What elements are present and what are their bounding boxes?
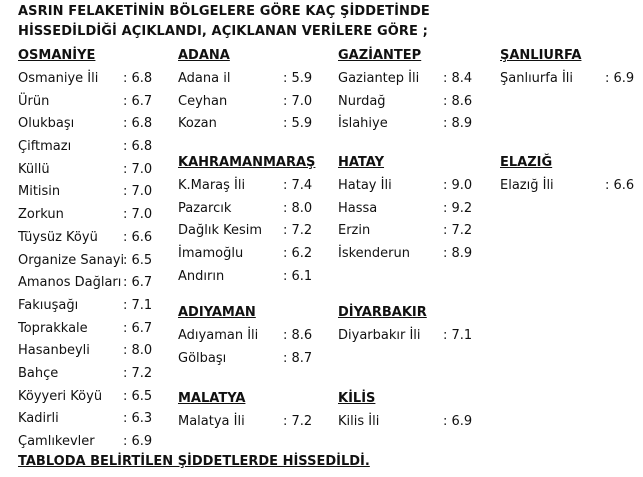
intensity-row: [178, 411, 323, 434]
intensity-value: : 6.3: [123, 411, 153, 427]
intensity-value: : 6.5: [123, 252, 153, 268]
intensity-value: : 6.6: [123, 229, 153, 245]
region-block-osmaniye: [18, 46, 163, 454]
place-name: Mitisin: [18, 184, 61, 200]
intensity-row: [18, 159, 163, 182]
place-name: Amanos Dağları: [18, 275, 122, 291]
place-name: Tüysüz Köyü: [18, 229, 98, 245]
intensity-row: [18, 272, 163, 295]
page-title: [18, 2, 458, 42]
title-line-2: HİSSEDİLDİĞİ AÇIKLANDI, AÇIKLANAN VERİLERE GÖRE ;: [18, 24, 428, 39]
intensity-value: : 6.1: [283, 268, 313, 284]
intensity-value: : 6.8: [123, 116, 153, 132]
intensity-row: [18, 227, 163, 250]
intensity-value: : 7.2: [283, 414, 313, 429]
intensity-value: : 7.0: [123, 184, 153, 200]
intensity-value: : 8.4: [443, 71, 473, 86]
intensity-row: [178, 91, 323, 114]
intensity-value: : 6.6: [605, 178, 635, 193]
intensity-row: [18, 318, 163, 341]
place-name: Pazarcık: [178, 200, 232, 216]
region-heading: HATAY: [338, 155, 385, 170]
intensity-value: : 7.0: [123, 207, 153, 223]
place-name: Elazığ İli: [500, 178, 554, 193]
place-name: Nurdağ: [338, 93, 386, 109]
place-name: Zorkun: [18, 207, 64, 223]
intensity-row: [338, 91, 483, 114]
intensity-value: : 5.9: [283, 116, 313, 132]
place-name: Hatay İli: [338, 178, 392, 193]
intensity-row: [338, 243, 483, 266]
intensity-value: : 5.9: [283, 71, 313, 86]
place-name: Kadirli: [18, 411, 59, 427]
footer-note: TABLODA BELİRTİLEN ŞİDDETLERDE HİSSEDİLDİ.: [18, 454, 370, 469]
intensity-row: [18, 181, 163, 204]
place-name: İslahiye: [338, 116, 388, 132]
intensity-value: : 7.0: [123, 161, 153, 177]
place-name: Ceyhan: [178, 93, 228, 109]
intensity-row: [18, 408, 163, 431]
intensity-row: [18, 136, 163, 159]
region-block-elazig: [500, 153, 643, 198]
place-name: Adıyaman İli: [178, 328, 259, 343]
intensity-row: [338, 325, 483, 348]
intensity-value: : 6.9: [443, 414, 473, 429]
intensity-value: : 8.9: [443, 116, 473, 132]
region-heading: MALATYA: [178, 391, 246, 406]
place-name: Ürün: [18, 93, 50, 109]
region-block-diyarbakir: [338, 303, 483, 348]
intensity-value: : 7.4: [283, 178, 313, 193]
place-name: Organize Sanayi: [18, 252, 125, 268]
intensity-value: : 6.2: [283, 246, 313, 262]
region-heading: KAHRAMANMARAŞ: [178, 155, 316, 170]
intensity-row: [338, 175, 483, 198]
intensity-value: : 7.2: [283, 223, 313, 239]
intensity-value: : 6.7: [123, 275, 153, 291]
intensity-row: [338, 113, 483, 136]
region-block-kilis: [338, 389, 483, 434]
intensity-row: [338, 68, 483, 91]
intensity-row: [18, 250, 163, 273]
intensity-row: [18, 91, 163, 114]
place-name: Osmaniye İli: [18, 71, 99, 86]
intensity-value: : 8.6: [283, 328, 313, 343]
place-name: Kozan: [178, 116, 217, 132]
intensity-row: [178, 266, 323, 289]
intensity-value: : 6.7: [123, 93, 153, 109]
region-heading: OSMANİYE: [18, 48, 96, 63]
intensity-value: : 8.9: [443, 246, 473, 262]
intensity-row: [178, 325, 323, 348]
intensity-row: [500, 175, 643, 198]
intensity-value: : 7.0: [283, 93, 313, 109]
intensity-value: : 7.1: [123, 297, 153, 313]
region-heading: ELAZIĞ: [500, 155, 553, 170]
intensity-value: : 9.2: [443, 200, 473, 216]
intensity-row: [18, 113, 163, 136]
place-name: Küllü: [18, 161, 50, 177]
intensity-row: [178, 348, 323, 371]
intensity-value: : 7.2: [443, 223, 473, 239]
intensity-value: : 6.9: [605, 71, 635, 86]
region-block-adana: [178, 46, 323, 136]
intensity-row: [338, 411, 483, 434]
intensity-row: [338, 198, 483, 221]
place-name: K.Maraş İli: [178, 178, 246, 193]
intensity-value: : 8.7: [283, 350, 313, 366]
place-name: Bahçe: [18, 365, 59, 381]
place-name: Olukbaşı: [18, 116, 75, 132]
intensity-value: : 7.2: [123, 365, 153, 381]
intensity-row: [178, 220, 323, 243]
place-name: Diyarbakır İli: [338, 328, 421, 343]
place-name: Malatya İli: [178, 414, 245, 429]
place-name: Kilis İli: [338, 414, 380, 429]
place-name: Erzin: [338, 223, 371, 239]
place-name: Çiftmazı: [18, 139, 72, 155]
intensity-row: [18, 431, 163, 454]
place-name: Hasanbeyli: [18, 343, 90, 359]
place-name: İskenderun: [338, 246, 410, 262]
place-name: Gölbaşı: [178, 350, 227, 366]
intensity-row: [18, 340, 163, 363]
place-name: Çamlıkevler: [18, 434, 95, 449]
intensity-value: : 7.1: [443, 328, 473, 343]
title-line-1: ASRIN FELAKETİNİN BÖLGELERE GÖRE KAÇ ŞİDDETİNDE: [18, 4, 430, 19]
intensity-row: [178, 68, 323, 91]
region-heading: DİYARBAKIR: [338, 305, 427, 320]
intensity-row: [178, 175, 323, 198]
intensity-value: : 6.8: [123, 139, 153, 155]
place-name: Fakıuşağı: [18, 297, 79, 313]
intensity-row: [18, 204, 163, 227]
intensity-value: : 6.7: [123, 320, 153, 336]
place-name: Andırın: [178, 268, 225, 284]
region-heading: ADIYAMAN: [178, 305, 256, 320]
place-name: Adana il: [178, 71, 231, 86]
intensity-row: [18, 295, 163, 318]
place-name: Köyyeri Köyü: [18, 388, 103, 404]
intensity-row: [178, 198, 323, 221]
region-heading: ŞANLIURFA: [500, 48, 582, 63]
place-name: Dağlık Kesim: [178, 223, 263, 239]
region-block-sanliurfa: [500, 46, 643, 91]
intensity-value: : 6.9: [123, 434, 153, 449]
place-name: İmamoğlu: [178, 246, 244, 262]
region-block-gaziantep: [338, 46, 483, 136]
intensity-value: : 6.8: [123, 71, 153, 86]
region-block-hatay: [338, 153, 483, 266]
place-name: Gaziantep İli: [338, 71, 420, 86]
intensity-row: [18, 363, 163, 386]
intensity-value: : 8.0: [123, 343, 153, 359]
place-name: Hassa: [338, 200, 378, 216]
intensity-row: [178, 113, 323, 136]
region-heading: ADANA: [178, 48, 230, 63]
intensity-row: [18, 68, 163, 91]
intensity-value: : 9.0: [443, 178, 473, 193]
intensity-value: : 8.6: [443, 93, 473, 109]
intensity-row: [178, 243, 323, 266]
intensity-value: : 6.5: [123, 388, 153, 404]
intensity-row: [338, 220, 483, 243]
intensity-row: [500, 68, 643, 91]
place-name: Şanlıurfa İli: [500, 71, 573, 86]
region-block-adiyaman: [178, 303, 323, 370]
region-block-malatya: [178, 389, 323, 434]
region-block-kahramanmaras: [178, 153, 323, 288]
region-heading: GAZİANTEP: [338, 48, 422, 63]
place-name: Toprakkale: [18, 320, 88, 336]
intensity-value: : 8.0: [283, 200, 313, 216]
intensity-row: [18, 386, 163, 409]
region-heading: KİLİS: [338, 391, 376, 406]
